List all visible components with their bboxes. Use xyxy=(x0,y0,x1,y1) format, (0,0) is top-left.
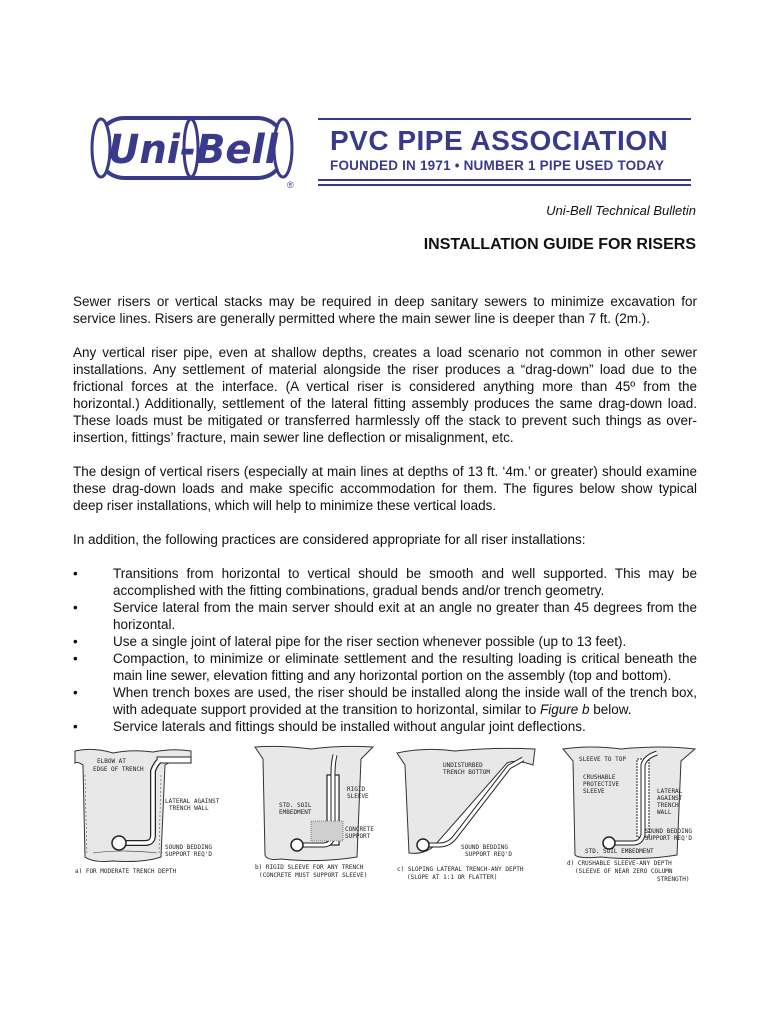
list-item-text: Compaction, to minimize or eliminate settlement and the resulting loading is critical beneath the main line sewer, elevation fitting and any horizontal portion on the assembly (top and bottom). xyxy=(113,651,697,683)
figure-label: TRENCH WALL xyxy=(169,805,209,812)
list-item-text: Service laterals and fittings should be installed without angular joint deflections. xyxy=(113,719,586,734)
figure-label: SOUND BEDDING xyxy=(165,844,212,851)
association-banner xyxy=(318,118,691,186)
figure-label: SOUND BEDDING xyxy=(645,828,692,835)
figure-caption: c) SLOPING LATERAL TRENCH-ANY DEPTH xyxy=(397,866,524,873)
list-item xyxy=(73,565,697,599)
association-tagline: FOUNDED IN 1971 • NUMBER 1 PIPE USED TODAY xyxy=(330,158,665,173)
riser-figures xyxy=(73,745,697,885)
figure-caption: d) CRUSHABLE SLEEVE-ANY DEPTH xyxy=(567,860,672,867)
figure-c-drawing xyxy=(395,745,540,885)
paragraph: The design of vertical risers (especially at main lines at depths of 13 ft. ‘4m.’ or greater) should examine these drag-down loads and make specific accommodation for them. The figures below show typical deep riser installations, which will help to minimize these vertical loads. xyxy=(73,464,697,513)
figure-label: UNDISTURBED xyxy=(443,762,483,769)
figure-label: LATERAL AGAINST xyxy=(165,798,220,805)
figure-label: WALL xyxy=(657,809,672,816)
figure-b-drawing xyxy=(251,745,381,885)
list-item-text: Service lateral from the main server should exit at an angle no greater than 45 degrees from the horizontal. xyxy=(113,600,697,632)
figure-label: ELBOW AT xyxy=(97,758,126,765)
figure-label: LATERAL xyxy=(657,788,683,795)
figure-label: SLEEVE xyxy=(583,788,605,795)
figure-a-drawing xyxy=(73,745,220,885)
figure-b xyxy=(251,745,381,885)
figure-label: SLEEVE xyxy=(347,793,369,800)
bullet-mark: • xyxy=(73,566,78,581)
figure-reference: Figure b xyxy=(540,702,590,717)
list-item-text-end: below. xyxy=(589,702,632,717)
figure-label: CONCRETE xyxy=(345,826,374,833)
figure-d-drawing xyxy=(561,745,697,885)
figure-label: CRUSHABLE xyxy=(583,774,616,781)
figure-label: AGAINST xyxy=(657,795,683,802)
list-item xyxy=(73,718,697,735)
figure-label: SUPPORT REQ'D xyxy=(645,835,692,842)
figure-label: STD. SOIL EMBEDMENT xyxy=(585,848,654,855)
figure-label: SUPPORT REQ'D xyxy=(165,851,212,858)
figure-label: SUPPORT REQ'D xyxy=(465,851,512,858)
figure-d xyxy=(561,745,697,885)
list-item-text: Transitions from horizontal to vertical should be smooth and well supported. This may be accomplished with the fitting combinations, gradual bends and/or trench geometry. xyxy=(113,566,697,598)
list-item xyxy=(73,684,697,718)
figure-label: TRENCH xyxy=(657,802,679,809)
figure-label: PROTECTIVE xyxy=(583,781,620,788)
paragraph: In addition, the following practices are considered appropriate for all riser installations: xyxy=(73,532,586,547)
figure-label: SUPPORT xyxy=(345,833,371,840)
figure-label: EDGE OF TRENCH xyxy=(93,766,144,773)
document-title: INSTALLATION GUIDE FOR RISERS xyxy=(423,236,696,253)
figure-label: TRENCH BOTTOM xyxy=(443,769,490,776)
banner-rule-top xyxy=(318,118,691,120)
bullet-mark: • xyxy=(73,685,78,700)
registered-mark: ® xyxy=(287,180,294,190)
figure-caption: (SLEEVE OF NEAR ZERO COLUMN xyxy=(575,868,673,875)
bullet-mark: • xyxy=(73,719,78,734)
list-item xyxy=(73,599,697,633)
figure-caption: (CONCRETE MUST SUPPORT SLEEVE) xyxy=(259,872,368,879)
document-body xyxy=(73,293,697,735)
bullet-mark: • xyxy=(73,634,78,649)
logo-text: Uni-Bell xyxy=(108,127,280,173)
list-item-text-start: When trench boxes are used, the riser should be installed along the inside wall of the trench box, with adequate support provided at the transition to horizontal, similar to xyxy=(113,685,697,717)
practices-list xyxy=(73,565,697,735)
figure-c xyxy=(395,745,540,885)
figure-caption: b) RIGID SLEEVE FOR ANY TRENCH xyxy=(255,864,364,871)
figure-label: RIGID xyxy=(347,786,366,793)
paragraph: Any vertical riser pipe, even at shallow depths, creates a load scenario not common in other sewer installations. Any settlement of material alongside the riser produces a “drag-down” load due to the frictional forces at the interface. (A vertical riser is considered anything more than 45º from the horizontal.) Additionally, settlement of the lateral fitting assembly produces the same drag-down load. These loads must be mitigated or transferred harmlessly off the stack to prevent such things as over-insertion, fittings’ fracture, main sewer line deflection or misalignment, etc. xyxy=(73,345,697,445)
figure-caption: a) FOR MODERATE TRENCH DEPTH xyxy=(75,868,177,875)
figure-label: EMBEDMENT xyxy=(279,809,312,816)
list-item xyxy=(73,650,697,684)
figure-label: SLEEVE TO TOP xyxy=(579,756,626,763)
figure-label: STD. SOIL xyxy=(279,802,312,809)
banner-rule-mid xyxy=(318,179,691,181)
figure-caption: STRENGTH) xyxy=(657,876,690,883)
figure-a xyxy=(73,745,220,885)
bulletin-label: Uni-Bell Technical Bulletin xyxy=(546,203,696,218)
bullet-mark: • xyxy=(73,651,78,666)
uni-bell-logo xyxy=(83,108,299,188)
figure-caption: (SLOPE AT 1:1 OR FLATTER) xyxy=(407,874,498,881)
figure-label: SOUND BEDDING xyxy=(461,844,508,851)
paragraph: Sewer risers or vertical stacks may be required in deep sanitary sewers to minimize excavation for service lines. Risers are generally permitted where the main sewer line is deeper than 7 ft. (2m.). xyxy=(73,294,697,326)
association-name: PVC PIPE ASSOCIATION xyxy=(330,125,669,156)
list-item-text: Use a single joint of lateral pipe for the riser section whenever possible (up to 13 feet). xyxy=(113,634,627,649)
list-item xyxy=(73,633,697,650)
bullet-mark: • xyxy=(73,600,78,615)
banner-rule-bottom xyxy=(318,184,691,186)
